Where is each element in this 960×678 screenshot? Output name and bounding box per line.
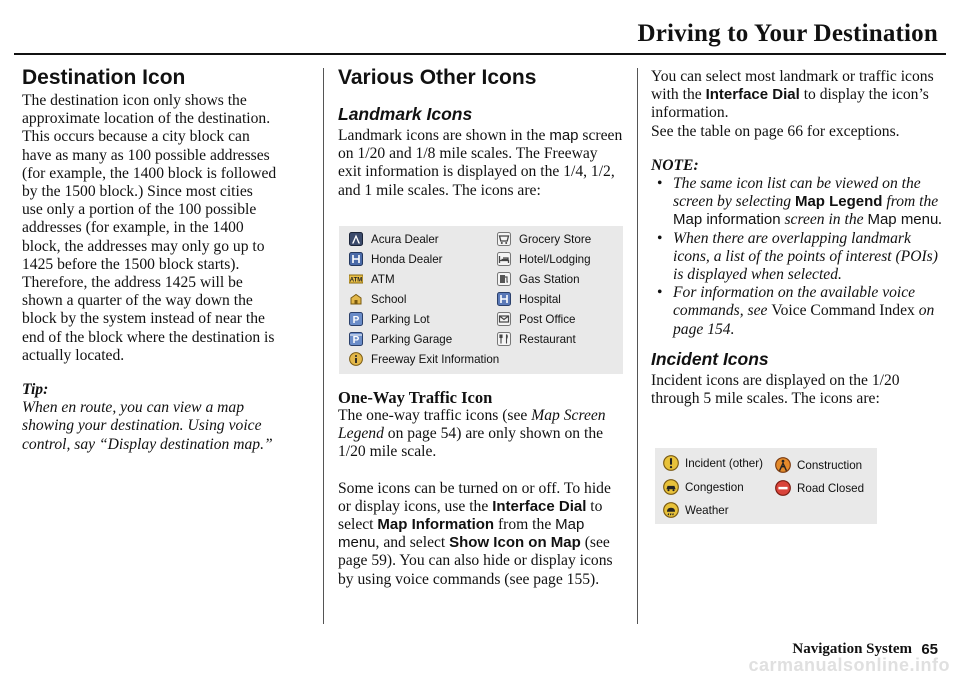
text-run: You can select most landmark or traffic icons with the — [651, 68, 934, 104]
toggle-icons-paragraph — [338, 480, 623, 589]
text-run: The same icon list can be viewed on the screen by selecting — [673, 175, 921, 211]
paragraph-line: addresses (for example, in the 1400 — [22, 219, 244, 237]
svg-text:P: P — [352, 335, 360, 346]
text-run: The one-way traffic icons (see — [338, 407, 532, 424]
post-office-icon — [497, 312, 511, 326]
text-run: See the table on page 66 for exceptions. — [651, 122, 900, 140]
gas-station-icon — [497, 272, 511, 286]
landmark-label: Hotel/Lodging — [519, 252, 591, 266]
landmark-icon-panel — [339, 226, 623, 374]
incident-label: Weather — [685, 503, 729, 517]
construction-icon — [775, 457, 791, 473]
incident-intro: Incident icons are displayed on the 1/20 through 5 mile scales. The icons are: — [651, 371, 900, 408]
parking-garage-icon — [349, 332, 363, 346]
landmark-label: Acura Dealer — [371, 232, 439, 246]
various-other-icons-heading: Various Other Icons — [338, 66, 537, 89]
tip-label: Tip: — [22, 381, 49, 399]
incident-label: Road Closed — [797, 481, 865, 495]
middle-column — [338, 66, 623, 200]
text-run: from the — [882, 193, 939, 211]
landmark-label: Honda Dealer — [371, 252, 443, 266]
one-way-traffic-heading: One-Way Traffic Icon — [338, 388, 493, 407]
paragraph-line: Therefore, the address 1425 will be — [22, 274, 243, 292]
map-menu-term: Map menu — [867, 211, 939, 229]
note-item — [651, 284, 943, 339]
text-run: , and select — [375, 534, 450, 552]
school-icon — [349, 292, 363, 306]
svg-text:P: P — [352, 315, 360, 326]
landmark-item — [497, 272, 580, 286]
landmark-item — [349, 332, 452, 346]
landmark-item — [497, 292, 561, 306]
incident-item — [663, 455, 763, 471]
paragraph-line: shown a quarter of the way down the — [22, 292, 253, 310]
parking-lot-icon — [349, 312, 363, 326]
destination-icon-paragraph — [22, 92, 317, 365]
one-way-paragraph — [338, 407, 623, 462]
column-divider-2 — [637, 68, 638, 624]
incident-icons-heading: Incident Icons — [651, 348, 769, 369]
landmark-label: ATM — [371, 272, 395, 286]
landmark-item — [497, 232, 591, 246]
tip-line: showing your destination. Using voice — [22, 417, 262, 435]
interface-dial-term: Interface Dial — [705, 86, 800, 104]
text-run: to select — [338, 497, 603, 534]
incident-item — [663, 502, 729, 518]
middle-column-lower — [338, 388, 623, 589]
tip-line: control, say “Display destination map.” — [22, 435, 273, 453]
paragraph-line: This occurs because a city block can — [22, 128, 250, 146]
left-column — [22, 66, 317, 454]
text-run: on page 154. — [673, 302, 935, 338]
incident-other-icon — [663, 455, 679, 471]
map-screen-legend-ref: Map Screen Legend — [338, 407, 606, 443]
text-run: Landmark icons are shown in the — [338, 127, 550, 144]
paragraph-line: have as many as 100 possible addresses — [22, 146, 270, 164]
incident-item — [663, 479, 744, 495]
right-column — [651, 68, 943, 408]
freeway-exit-info-icon — [349, 352, 363, 366]
landmark-label: Freeway Exit Information — [371, 352, 500, 366]
landmark-label: Parking Garage — [371, 332, 453, 346]
select-icons-paragraph — [651, 68, 943, 141]
hotel-lodging-icon — [497, 252, 511, 266]
acura-dealer-icon — [349, 232, 363, 246]
watermark: carmanualsonline.info — [748, 655, 950, 675]
incident-label: Construction — [797, 458, 863, 472]
restaurant-icon — [497, 332, 511, 346]
grocery-store-icon — [497, 232, 511, 246]
incident-label: Congestion — [685, 480, 744, 494]
page-number: 65 — [921, 641, 938, 658]
text-run: to display the icon’s information. — [651, 86, 929, 122]
note-label: NOTE: — [651, 156, 699, 174]
paragraph-line: use only a portion of the 100 possible — [22, 201, 257, 219]
text-run: (see page 59). You can also hide or display icons by using voice commands (see page 155). — [338, 534, 613, 588]
landmark-icons-heading: Landmark Icons — [338, 104, 473, 124]
landmark-item — [349, 252, 443, 266]
destination-icon-heading: Destination Icon — [22, 66, 186, 89]
landmark-label: Parking Lot — [371, 312, 430, 326]
landmark-label: School — [371, 292, 407, 306]
show-icon-on-map-term: Show Icon on Map — [449, 534, 581, 552]
congestion-icon — [663, 479, 679, 495]
weather-icon — [663, 502, 679, 518]
map-menu-term: Map menu — [338, 516, 585, 552]
text-run: Some icons can be turned on or off. To hide or display icons, use the — [338, 479, 611, 515]
notes-list — [651, 175, 943, 339]
map-information-term: Map Information — [377, 516, 495, 534]
paragraph-line: The destination icon only shows the — [22, 92, 247, 109]
tip-line: When en route, you can view a map — [22, 399, 245, 417]
text-run: . — [938, 211, 943, 229]
note-item — [651, 175, 943, 230]
landmark-label: Restaurant — [519, 332, 576, 346]
page-header-title: Driving to Your Destination — [637, 20, 938, 47]
landmark-item — [349, 352, 499, 366]
footer-section-label: Navigation System — [792, 641, 912, 657]
road-closed-icon — [775, 480, 791, 496]
paragraph-line: (for example, the 1400 block is followed — [22, 164, 277, 182]
paragraph-line: block, the addresses may only go up to — [22, 237, 265, 255]
tip-text — [22, 399, 317, 454]
landmark-intro — [338, 127, 623, 200]
text-run: For information on the available voice commands, see — [673, 284, 916, 320]
incident-item — [775, 480, 864, 496]
landmark-label: Gas Station — [519, 272, 580, 286]
atm-icon — [349, 272, 363, 286]
note-item: • When there are overlapping landmark icons, a list of the points of interest (POIs) is displayed when selected. — [651, 230, 943, 285]
text-run: screen on 1/20 and 1/8 mile scales. The Freeway exit information is displayed on the 1/4, 1/2, and 1 mile scales. The icons are: — [338, 127, 623, 199]
incident-icon-panel — [655, 448, 877, 524]
text-run: on page 54) are only shown on the 1/20 mile scale. — [338, 425, 604, 461]
landmark-item — [497, 312, 576, 326]
landmark-label: Hospital — [519, 292, 561, 306]
landmark-item — [349, 272, 395, 286]
landmark-label: Grocery Store — [519, 232, 592, 246]
text-run: from the — [494, 516, 556, 534]
paragraph-line: approximate location of the destination. — [22, 110, 271, 128]
interface-dial-term: Interface Dial — [492, 497, 587, 515]
text-run: screen in the — [780, 211, 868, 229]
paragraph-line: block by the system instead of near the — [22, 310, 265, 328]
column-divider-1 — [323, 68, 324, 624]
landmark-item — [497, 332, 576, 346]
landmark-item — [497, 252, 591, 266]
paragraph-line: by the 1500 block.) Since most cities — [22, 183, 253, 201]
honda-dealer-icon — [349, 252, 363, 266]
map-legend-term: Map Legend — [794, 193, 883, 211]
landmark-label: Post Office — [519, 312, 576, 326]
paragraph-line: end of the block where the destination is — [22, 328, 275, 346]
paragraph-line: actually located. — [22, 346, 125, 364]
hospital-icon — [497, 292, 511, 306]
header-rule — [14, 53, 946, 55]
landmark-item — [349, 232, 439, 246]
paragraph-line: 1425 before the 1500 block starts). — [22, 255, 240, 273]
landmark-item — [349, 292, 406, 306]
incident-label: Incident (other) — [685, 456, 763, 470]
voice-command-index-ref: Voice Command Index — [771, 302, 915, 320]
map-information-term: Map information — [673, 211, 781, 229]
incident-item — [775, 457, 862, 473]
svg-text:ATM: ATM — [349, 277, 363, 284]
landmark-item — [349, 312, 430, 326]
map-term: map — [549, 127, 579, 144]
